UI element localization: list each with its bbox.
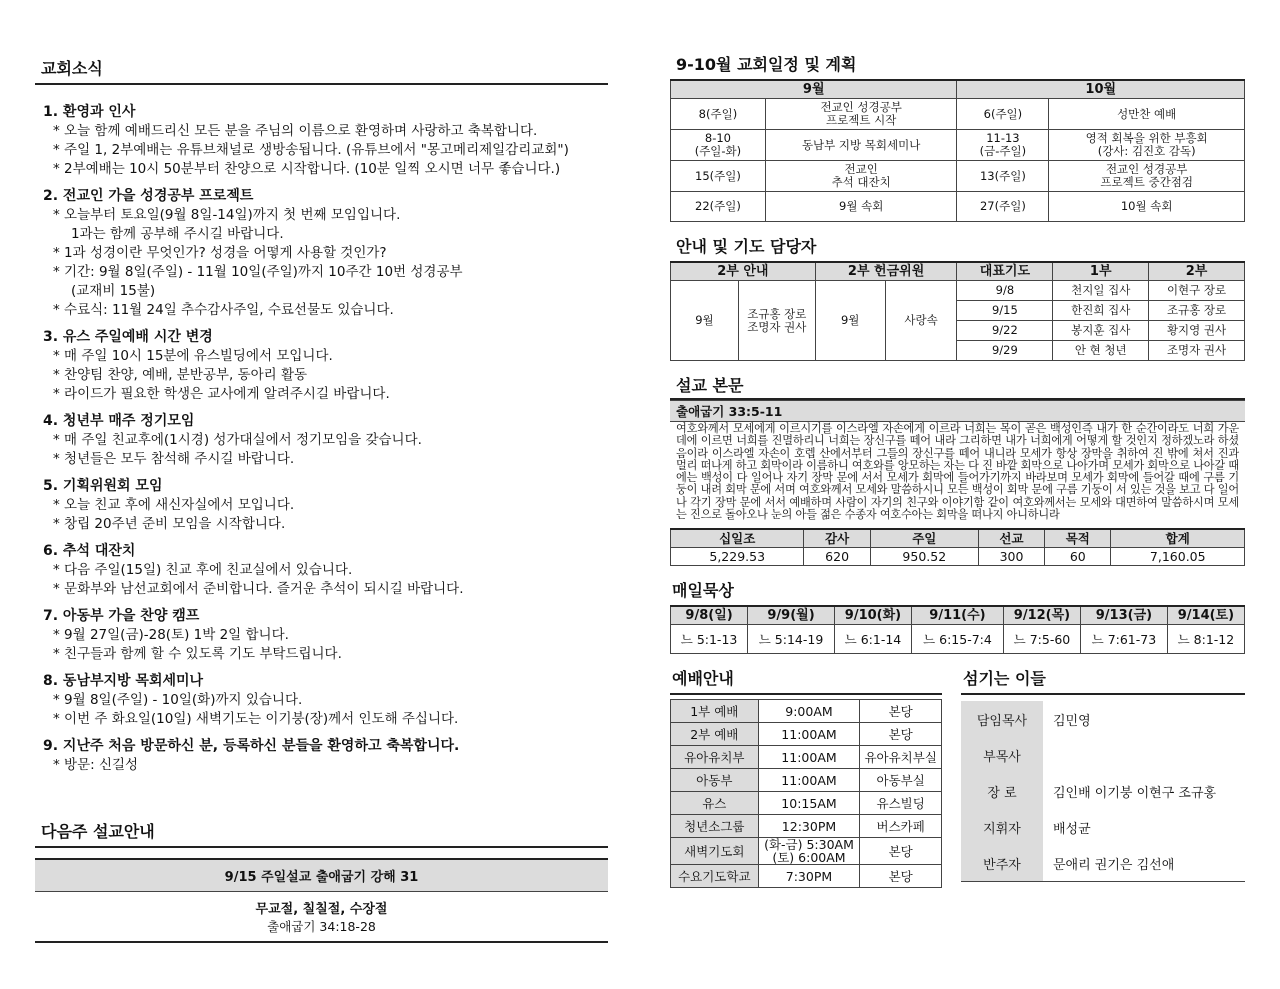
announcement-line: * 오늘 친교 후에 새신자실에서 모입니다. [53,497,295,513]
worship-name: 새벽기도회 [671,838,759,865]
announcement-item [35,328,608,404]
daily-reading: 느 5:14-19 [748,625,835,654]
guide-second-service: 조명자 권사 [1149,341,1245,361]
worship-row [671,792,942,815]
guide-first-service: 천지일 집사 [1053,281,1149,301]
schedule-date: 8-10 (주일-화) [671,130,766,161]
daily-day: 9/12(목) [1003,606,1080,625]
daily-day: 9/8(일) [671,606,748,625]
staff-title: 섬기는 이들 [961,666,1245,695]
news-title: 교회소식 [35,52,608,85]
guide-first-service: 한진희 집사 [1053,301,1149,321]
next-sermon-name: 무교절, 칠칠절, 수장절 [255,902,388,917]
announcement-line: * 찬양팀 찬양, 예배, 분반공부, 동아리 활동 [53,367,308,383]
announcement-line: * 2부예배는 10시 50분부터 찬양으로 시작합니다. (10분 일찍 오시면 너무 좋습니다.) [53,161,561,177]
offering-value: 620 [804,548,870,566]
worship-table [670,699,942,888]
schedule-date: 6(주일) [957,99,1049,130]
schedule-row [671,161,1245,192]
worship-name: 수요기도학교 [671,865,759,888]
staff-row [961,701,1245,737]
announcement-line: * 기간: 9월 8일(주일) - 11월 10일(주일)까지 10주간 10번 성경공부 [53,264,463,280]
announcement-line: 1과는 함께 공부해 주시길 바랍니다. [71,226,284,242]
announcement-line: * 이번 주 화요일(10일) 새벽기도는 이기붕(장)께서 인도해 주십니다. [53,711,459,727]
daily-reading: 느 6:1-14 [834,625,911,654]
guide-header-second: 2부 [1149,262,1245,281]
offering-value: 300 [978,548,1044,566]
announcement-title: 9. 지난주 처음 방문하신 분, 등록하신 분들을 환영하고 축복합니다. [43,738,460,754]
announcement-line: * 주일 1, 2부예배는 유튜브채널로 생방송됩니다. (유튜브에서 "몽고메리제일감리교회") [53,142,569,158]
announcement-title: 7. 아동부 가을 찬양 캠프 [43,608,200,624]
schedule-event: 전교인 성경공부 프로젝트 시작 [765,99,957,130]
worship-time: (화-금) 5:30AM (토) 6:00AM [758,838,860,865]
worship-time: 12:30PM [758,815,860,838]
daily-reading: 느 5:1-13 [671,625,748,654]
announcement-line: * 9월 8일(주일) - 10일(화)까지 있습니다. [53,692,303,708]
next-sermon-box [35,858,608,943]
announcement-line: * 친구들과 함께 할 수 있도록 기도 부탁드립니다. [53,646,342,662]
daily-reading: 느 8:1-12 [1167,625,1244,654]
staff-row [961,737,1245,773]
announcement-item [35,477,608,534]
offering-header: 십일조 [671,529,804,548]
schedule-table [670,79,1245,222]
schedule-event: 전교인 성경공부 프로젝트 중간점검 [1049,161,1245,192]
offering-value: 5,229.53 [671,548,804,566]
offering-header: 목적 [1045,529,1111,548]
announcement-line: * 문화부와 남선교회에서 준비합니다. 즐거운 추석이 되시길 바랍니다. [53,581,464,597]
worship-place: 본당 [860,723,942,746]
offering-value: 7,160.05 [1111,548,1245,566]
daily-day: 9/14(토) [1167,606,1244,625]
schedule-event: 9월 속회 [765,192,957,222]
bottom-area [670,666,1245,888]
staff-names [1043,737,1245,773]
guide-header-usher: 2부 안내 [671,262,816,281]
announcement-line: * 청년들은 모두 참석해 주시길 바랍니다. [53,451,295,467]
announcement-line: * 매 주일 10시 15분에 유스빌딩에서 모입니다. [53,348,333,364]
staff-row [961,845,1245,882]
daily-table [670,605,1245,654]
schedule-row [671,130,1245,161]
worship-name: 청년소그룹 [671,815,759,838]
announcement-title: 1. 환영과 인사 [43,104,136,120]
daily-reading: 느 7:5-60 [1003,625,1080,654]
worship-time: 9:00AM [758,700,860,723]
worship-time: 11:00AM [758,769,860,792]
sermon-title: 설교 본문 [676,376,744,395]
worship-place: 본당 [860,700,942,723]
guide-first-service: 안 현 청년 [1053,341,1149,361]
guide-second-service: 조규홍 장로 [1149,301,1245,321]
schedule-event: 전교인 추석 대잔치 [765,161,957,192]
staff-names: 문애리 권기은 김선애 [1053,857,1175,873]
guide-ushers: 조규홍 장로 조명자 권사 [738,281,815,361]
left-column [35,52,608,943]
schedule-row [671,192,1245,222]
guide-second-service: 황지영 권사 [1149,321,1245,341]
schedule-header-sep: 9월 [671,80,957,99]
guide-date: 9/8 [957,281,1053,301]
worship-title: 예배안내 [670,666,942,695]
schedule-date: 13(주일) [957,161,1049,192]
worship-row [671,700,942,723]
staff-role: 지휘자 [961,809,1043,845]
schedule-date: 8(주일) [671,99,766,130]
sermon-box [670,398,1245,524]
guide-month-offering: 9월 [815,281,885,361]
right-column [670,52,1245,888]
worship-row [671,723,942,746]
schedule-date: 11-13 (금-주일) [957,130,1049,161]
schedule-title: 9-10월 교회일정 및 계획 [676,55,857,74]
worship-name: 유아유치부 [671,746,759,769]
guide-month-usher: 9월 [671,281,739,361]
offering-header: 합계 [1111,529,1245,548]
guide-title: 안내 및 기도 담당자 [676,237,817,256]
schedule-event: 성만찬 예배 [1049,99,1245,130]
schedule-date: 15(주일) [671,161,766,192]
worship-time: 7:30PM [758,865,860,888]
staff-role: 부목사 [961,737,1043,773]
worship-place: 유아유치부실 [860,746,942,769]
guide-date: 9/15 [957,301,1053,321]
guide-table [670,261,1245,361]
announcement-line: * 오늘 함께 예배드리신 모든 분을 주님의 이름으로 환영하며 사랑하고 축복합니다. [53,123,538,139]
announcement-title: 6. 추석 대잔치 [43,543,136,559]
staff-names: 배성균 [1053,821,1091,837]
worship-time: 10:15AM [758,792,860,815]
announcement-line: * 창립 20주년 준비 모임을 시작합니다. [53,516,286,532]
announcement-line: * 다음 주일(15일) 친교 후에 친교실에서 있습니다. [53,562,353,578]
worship-row [671,865,942,888]
schedule-event: 영적 회복을 위한 부흥회 (강사: 김진호 감독) [1049,130,1245,161]
guide-row [671,281,1245,301]
announcement-item [35,542,608,599]
daily-day: 9/9(월) [748,606,835,625]
sermon-text: 여호와께서 모세에게 이르시기를 이스라엘 자손에게 이르라 너희는 목이 곧은 백성인즉 내가 한 순간이라도 너희 가운데에 이르면 너희를 진멸하리니 너희는 장신구를 떼어 내라 그리하면 내가 너희에게 어떻게 할 것인지 정하겠노라 하셨음이라 이스라엘 자손이 호렙 산에서부터 그들의 장신구를 떼어 내니라 모세가 항상 장막을 취하여 진 밖에 쳐서 진과 멀리 떠나게 하고 회막이라 이름하니 여호와를 앙모하는 자는 다 진 바깥 회막으로 나아가며 모세가 회막으로 나아갈 때에는 백성이 다 일어나 자기 장막 문에 서서 모세가 회막에 들어가기까지 바라보며 모세가 회막에 들어갈 때에 구름 기둥이 내려 회막 문에 서며 여호와께서 모세와 말씀하시니 모든 백성이 회막 문에 구름 기둥이 서 있는 것을 보고 다 일어나 각기 장막 문에 서서 예배하며 사람이 자기의 친구와 이야기함 같이 여호와께서는 모세와 대면하여 말씀하시며 모세는 진으로 돌아오나 눈의 아들 젊은 수종자 여호수아는 회막을 떠나지 아니하니라 [676,422,1239,522]
announcement-line: * 방문: 신길성 [53,757,139,773]
offering-value: 950.52 [870,548,978,566]
announcement-title: 3. 유스 주일예배 시간 변경 [43,329,213,345]
announcement-item [35,737,608,775]
offering-header: 선교 [978,529,1044,548]
staff-row [961,809,1245,845]
offering-header: 감사 [804,529,870,548]
worship-name: 아동부 [671,769,759,792]
announcement-line: * 1과 성경이란 무엇인가? 성경을 어떻게 사용할 것인가? [53,245,387,261]
schedule-date: 27(주일) [957,192,1049,222]
staff-table [961,701,1245,882]
announcement-item [35,412,608,469]
staff-role: 담임목사 [961,701,1043,737]
guide-header-prayer: 대표기도 [957,262,1053,281]
worship-place: 본당 [860,838,942,865]
worship-time: 11:00AM [758,746,860,769]
schedule-event: 동남부 지방 목회세미나 [765,130,957,161]
worship-row [671,815,942,838]
staff-row [961,773,1245,809]
worship-section [670,666,942,888]
worship-row [671,746,942,769]
announcement-line: * 매 주일 친교후에(1시경) 성가대실에서 정기모임을 갖습니다. [53,432,422,448]
staff-role: 반주자 [961,845,1043,882]
daily-day: 9/11(수) [912,606,1004,625]
daily-title: 매일묵상 [672,581,734,601]
worship-place: 아동부실 [860,769,942,792]
worship-name: 1부 예배 [671,700,759,723]
announcement-line: * 오늘부터 토요일(9월 8일-14일)까지 첫 번째 모임입니다. [53,207,401,223]
daily-day: 9/10(화) [834,606,911,625]
announcement-line: * 라이드가 필요한 학생은 교사에게 알려주시길 바랍니다. [53,386,390,402]
next-sermon-header: 9/15 주일설교 출애굽기 강해 31 [35,860,608,892]
guide-date: 9/29 [957,341,1053,361]
guide-first-service: 봉지훈 집사 [1053,321,1149,341]
announcement-item [35,672,608,729]
worship-name: 2부 예배 [671,723,759,746]
sermon-ref: 출애굽기 33:5-11 [670,400,1245,422]
staff-names: 김민영 [1053,713,1091,729]
announcement-line: * 9월 27일(금)-28(토) 1박 2일 합니다. [53,627,289,643]
staff-names: 김인배 이기붕 이현구 조규홍 [1053,785,1217,801]
offering-value: 60 [1045,548,1111,566]
announcement-line: (교재비 15불) [71,283,156,299]
offering-header: 주일 [870,529,978,548]
worship-time: 11:00AM [758,723,860,746]
worship-name: 유스 [671,792,759,815]
guide-header-offering: 2부 헌금위원 [815,262,957,281]
announcement-title: 8. 동남부지방 목회세미나 [43,673,204,689]
schedule-event: 10월 속회 [1049,192,1245,222]
announcement-item [35,103,608,179]
guide-header-first: 1부 [1053,262,1149,281]
guide-second-service: 이현구 장로 [1149,281,1245,301]
staff-role: 장 로 [961,773,1043,809]
daily-reading: 느 6:15-7:4 [912,625,1004,654]
next-sermon-ref: 출애굽기 34:18-28 [267,919,376,934]
announcement-title: 4. 청년부 매주 정기모임 [43,413,195,429]
schedule-row [671,99,1245,130]
schedule-header-oct: 10월 [957,80,1245,99]
staff-section [961,666,1245,888]
announcement-line: * 수료식: 11월 24일 추수감사주일, 수료선물도 있습니다. [53,302,394,318]
announcement-title: 5. 기획위원회 모임 [43,478,163,494]
guide-offering: 사랑속 [885,281,957,361]
worship-place: 유스빌딩 [860,792,942,815]
worship-row [671,769,942,792]
worship-place: 본당 [860,865,942,888]
announcement-item [35,187,608,320]
guide-date: 9/22 [957,321,1053,341]
next-sermon-title: 다음주 설교안내 [35,815,608,848]
worship-place: 버스카페 [860,815,942,838]
offering-table [670,528,1245,566]
announcement-title: 2. 전교인 가을 성경공부 프로젝트 [43,188,254,204]
worship-row [671,838,942,865]
schedule-date: 22(주일) [671,192,766,222]
announcement-list [35,103,608,775]
announcement-item [35,607,608,664]
daily-reading: 느 7:61-73 [1081,625,1168,654]
daily-day: 9/13(금) [1081,606,1168,625]
